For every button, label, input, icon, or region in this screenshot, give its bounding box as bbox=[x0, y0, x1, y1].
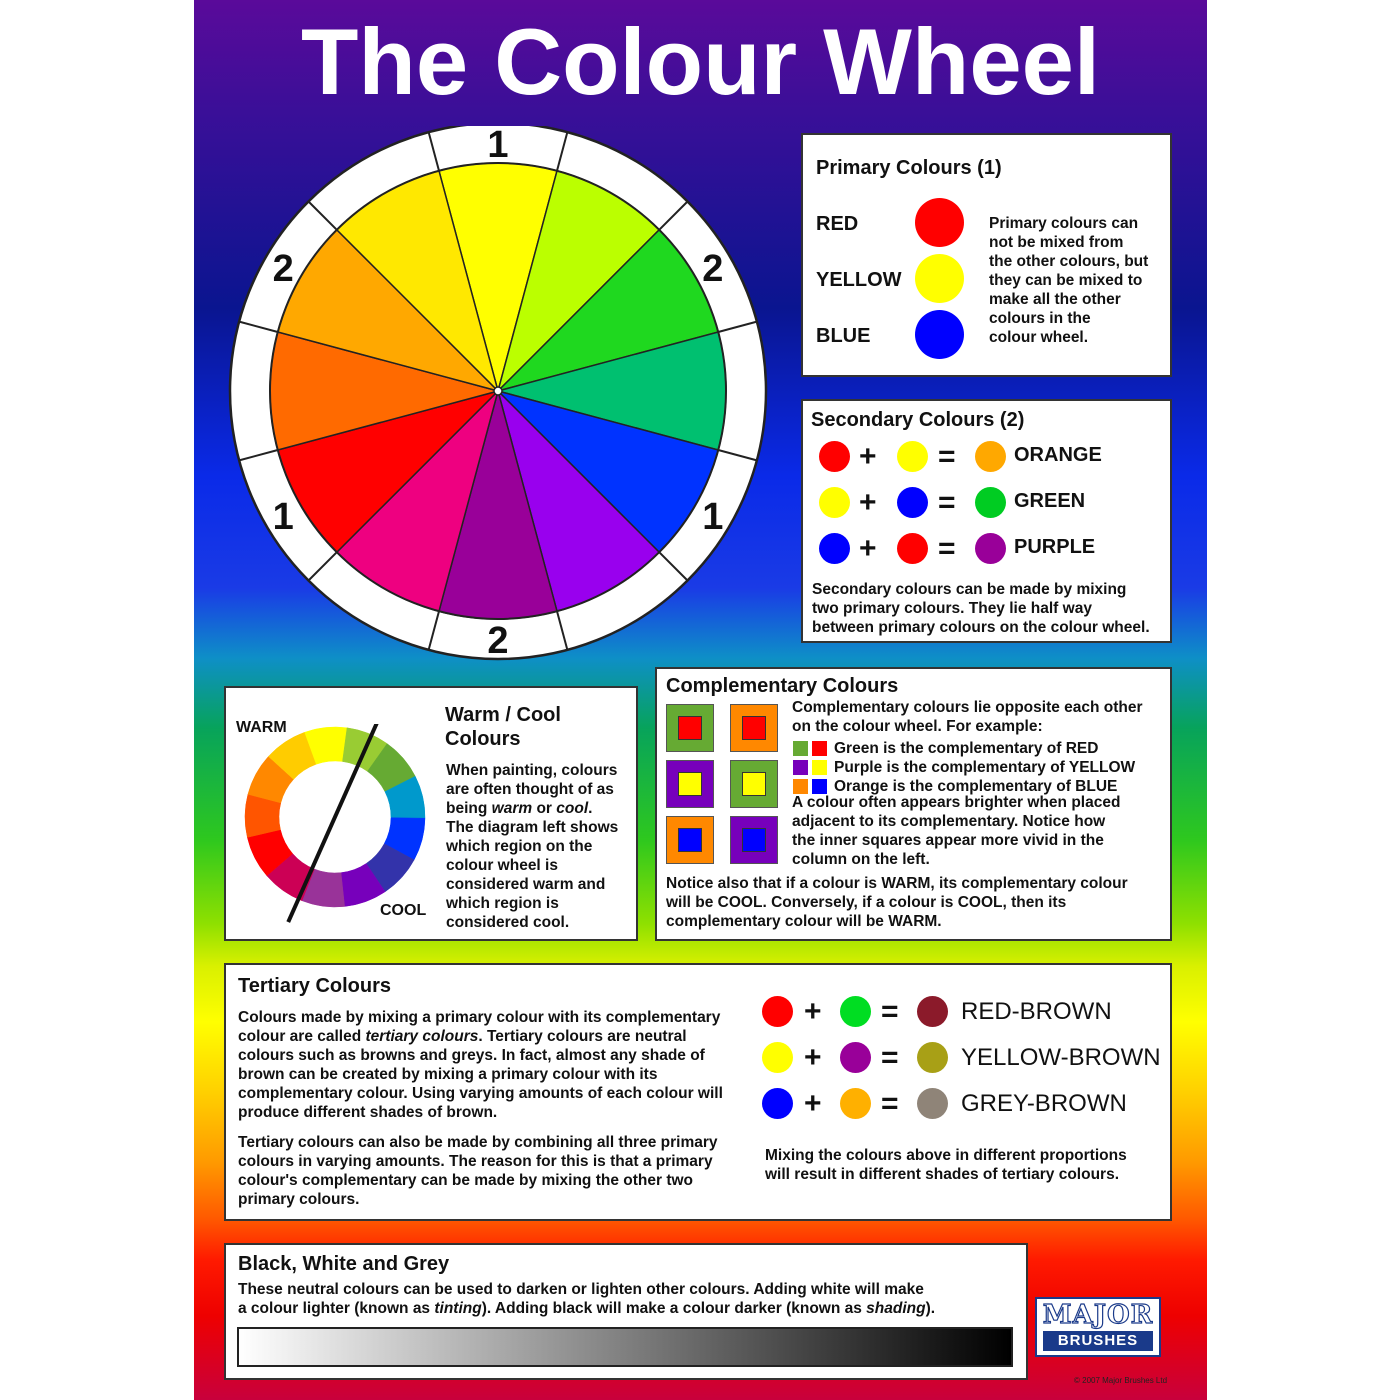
mix-swatch bbox=[819, 487, 850, 518]
tertiary-paragraph-2: Tertiary colours can also be made by combining all three primary colours in varying amounts. The reason for this is that a primary colour's complementary can be made by mixing the other two primary colours. bbox=[238, 1134, 718, 1208]
red-swatch bbox=[915, 198, 964, 247]
mix-swatch bbox=[762, 1042, 793, 1073]
secondary-result-label: ORANGE bbox=[1014, 444, 1102, 466]
complementary-pair-text: Orange is the complementary of BLUE bbox=[834, 778, 1118, 795]
plus-sign: + bbox=[859, 532, 877, 565]
primary-heading: Primary Colours (1) bbox=[816, 157, 1002, 179]
plus-sign: + bbox=[859, 440, 877, 473]
complementary-inner-square bbox=[742, 772, 766, 796]
result-swatch bbox=[975, 441, 1006, 472]
warm-label: WARM bbox=[236, 719, 287, 736]
warm-cool-wheel bbox=[244, 724, 434, 924]
complementary-pair-text: Purple is the complementary of YELLOW bbox=[834, 759, 1136, 776]
tertiary-heading: Tertiary Colours bbox=[238, 975, 391, 997]
complementary-inner-square bbox=[678, 716, 702, 740]
secondary-description: Secondary colours can be made by mixing two primary colours. They lie half way between primary colours on the colour wheel. bbox=[812, 581, 1150, 636]
equals-sign: = bbox=[881, 1087, 899, 1120]
primary-label-yellow: YELLOW bbox=[816, 269, 902, 291]
complementary-colours-panel bbox=[655, 667, 1172, 941]
wheel-ring-label: 2 bbox=[487, 620, 509, 662]
cool-label: COOL bbox=[380, 902, 427, 919]
tertiary-paragraph-1: Colours made by mixing a primary colour with its complementary colour are called tertiary colours. Tertiary colours are neutral colours such as browns and greys. In fact, almost any shade of brown can be created by mixing a primary colour with its complementary colour. Using varying amounts of each colour will produce different shades of brown. bbox=[238, 1009, 723, 1121]
complementary-pair-text: Green is the complementary of RED bbox=[834, 740, 1099, 757]
secondary-colours-panel bbox=[801, 399, 1172, 643]
equals-sign: = bbox=[938, 486, 956, 519]
black-white-grey-panel bbox=[224, 1243, 1028, 1380]
mix-swatch bbox=[819, 441, 850, 472]
grey-gradient-bar bbox=[237, 1327, 1013, 1367]
complementary-square bbox=[666, 816, 714, 864]
mix-swatch bbox=[897, 441, 928, 472]
pair-swatch bbox=[793, 760, 808, 775]
plus-sign: + bbox=[804, 1041, 822, 1074]
complementary-intro: Complementary colours lie opposite each other on the colour wheel. For example: bbox=[792, 699, 1143, 735]
pair-swatch bbox=[812, 779, 827, 794]
tertiary-colours-panel bbox=[224, 963, 1172, 1221]
tertiary-result-label: RED-BROWN bbox=[961, 998, 1112, 1025]
primary-description: Primary colours can not be mixed from the other colours, but they can be mixed to make all the other colours in the colour wheel. bbox=[989, 215, 1149, 346]
mix-swatch bbox=[897, 487, 928, 518]
pair-swatch bbox=[812, 760, 827, 775]
complementary-explanation: A colour often appears brighter when placed adjacent to its complementary. Notice how the inner squares appear more vivid in the column on the left. bbox=[792, 794, 1121, 868]
complementary-notice: Notice also that if a colour is WARM, its complementary colour will be COOL. Conversely, if a colour is COOL, then its complementary colour will be WARM. bbox=[666, 875, 1128, 930]
mix-swatch bbox=[762, 996, 793, 1027]
complementary-square bbox=[730, 704, 778, 752]
result-swatch bbox=[917, 1088, 948, 1119]
tertiary-mix-note: Mixing the colours above in different proportions will result in different shades of tertiary colours. bbox=[765, 1147, 1127, 1183]
mix-swatch bbox=[840, 1088, 871, 1119]
warm-cool-heading: Warm / Cool Colours bbox=[445, 704, 561, 750]
mix-swatch bbox=[840, 1042, 871, 1073]
warm-cool-description: When painting, colours are often thought of as being warm or cool. The diagram left shows which region on the colour wheel is considered warm and which region is considered cool. bbox=[446, 762, 619, 931]
plus-sign: + bbox=[804, 995, 822, 1028]
result-swatch bbox=[917, 996, 948, 1027]
secondary-result-label: GREEN bbox=[1014, 490, 1086, 512]
blue-swatch bbox=[915, 310, 964, 359]
yellow-swatch bbox=[915, 254, 964, 303]
bwg-description: These neutral colours can be used to darken or lighten other colours. Adding white will make a colour lighter (known as tinting). Adding black will make a colour darker (known as shading). bbox=[238, 1281, 936, 1317]
primary-label-blue: BLUE bbox=[816, 325, 871, 347]
secondary-heading: Secondary Colours (2) bbox=[811, 409, 1025, 431]
pair-swatch bbox=[793, 741, 808, 756]
wheel-ring-label: 2 bbox=[702, 248, 724, 290]
mix-swatch bbox=[897, 533, 928, 564]
poster-background bbox=[194, 0, 1207, 1400]
tertiary-result-label: GREY-BROWN bbox=[961, 1090, 1127, 1117]
page-title: The Colour Wheel bbox=[301, 9, 1100, 114]
complementary-inner-square bbox=[742, 716, 766, 740]
equals-sign: = bbox=[881, 1041, 899, 1074]
plus-sign: + bbox=[859, 486, 877, 519]
complementary-heading: Complementary Colours bbox=[666, 675, 899, 697]
bwg-heading: Black, White and Grey bbox=[238, 1253, 450, 1275]
major-brushes-logo: MAJOR BRUSHES bbox=[1035, 1297, 1161, 1357]
complementary-square bbox=[666, 704, 714, 752]
pair-swatch bbox=[812, 741, 827, 756]
wheel-ring-label: 2 bbox=[272, 248, 294, 290]
secondary-result-label: PURPLE bbox=[1014, 536, 1096, 558]
warm-cool-panel bbox=[224, 686, 638, 941]
wheel-ring-label: 1 bbox=[272, 496, 294, 538]
plus-sign: + bbox=[804, 1087, 822, 1120]
pair-swatch bbox=[793, 779, 808, 794]
result-swatch bbox=[975, 533, 1006, 564]
complementary-square bbox=[730, 816, 778, 864]
tertiary-result-label: YELLOW-BROWN bbox=[961, 1044, 1161, 1071]
wheel-ring-label: 1 bbox=[487, 126, 509, 166]
mix-swatch bbox=[762, 1088, 793, 1119]
complementary-square bbox=[730, 760, 778, 808]
primary-label-red: RED bbox=[816, 213, 859, 235]
complementary-inner-square bbox=[678, 828, 702, 852]
equals-sign: = bbox=[938, 532, 956, 565]
colour-wheel bbox=[227, 126, 775, 666]
complementary-inner-square bbox=[678, 772, 702, 796]
equals-sign: = bbox=[881, 995, 899, 1028]
complementary-inner-square bbox=[742, 828, 766, 852]
mix-swatch bbox=[840, 996, 871, 1027]
complementary-square bbox=[666, 760, 714, 808]
wheel-ring-label: 1 bbox=[702, 496, 724, 538]
equals-sign: = bbox=[938, 440, 956, 473]
primary-colours-panel bbox=[801, 133, 1172, 377]
mix-swatch bbox=[819, 533, 850, 564]
copyright: © 2007 Major Brushes Ltd bbox=[1074, 1376, 1168, 1385]
result-swatch bbox=[975, 487, 1006, 518]
result-swatch bbox=[917, 1042, 948, 1073]
